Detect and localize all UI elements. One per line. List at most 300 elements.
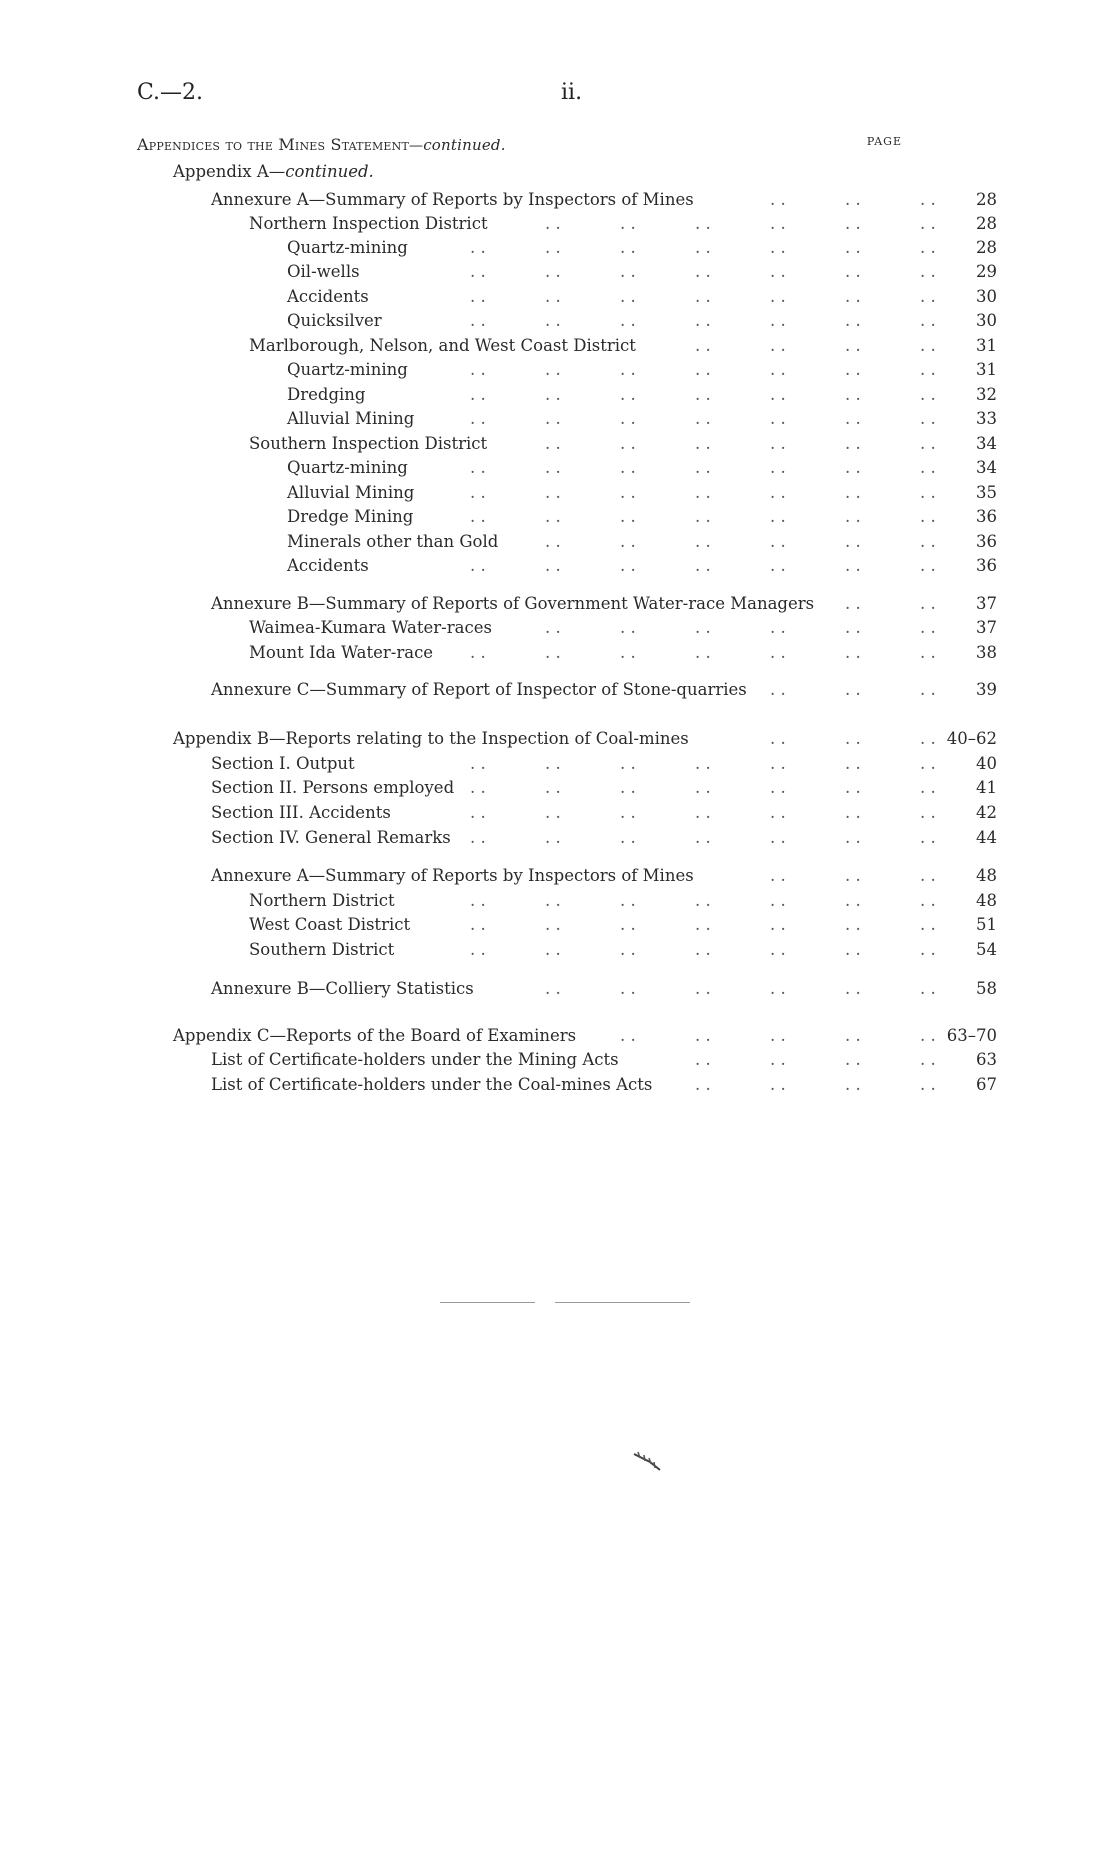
leader-dots: . . (695, 532, 711, 551)
leader-dots: . . (470, 483, 486, 502)
leader-dots: . . (920, 262, 936, 281)
toc-entry-page: 34 (976, 434, 997, 453)
heading-continued: continued. (423, 136, 506, 154)
leader-dots: . . (695, 1075, 711, 1094)
leader-dots: . . (845, 1075, 861, 1094)
toc-entry (211, 1048, 997, 1072)
toc-entry (173, 727, 997, 751)
toc-entry-label: Appendix C—Reports of the Board of Examiners (173, 1026, 577, 1045)
leader-dots: . . (695, 778, 711, 797)
toc-entry-label: Section II. Persons employed (211, 778, 455, 797)
leader-dots: . . (695, 409, 711, 428)
leader-dots: . . (545, 915, 561, 934)
toc-entry (287, 407, 997, 431)
toc-entry-page: 40–62 (946, 729, 997, 748)
leader-dots: . . (470, 915, 486, 934)
toc-entry (211, 864, 997, 888)
leader-dots: . . (920, 1075, 936, 1094)
leader-dots: . . (545, 803, 561, 822)
leader-dots: . . (770, 190, 786, 209)
leader-dots: . . (770, 238, 786, 257)
leader-dots: . . (770, 754, 786, 773)
leader-dots: . . (470, 238, 486, 257)
leader-dots: . . (770, 336, 786, 355)
toc-entry-label: Southern Inspection District (249, 434, 488, 453)
leader-dots: . . (620, 643, 636, 662)
leader-dots: . . (620, 360, 636, 379)
toc-entry-label: Section III. Accidents (211, 803, 391, 822)
toc-entry (211, 776, 997, 800)
toc-entry-label: Mount Ida Water-race (249, 643, 434, 662)
toc-entry-label: Quicksilver (287, 311, 382, 330)
toc-entry-label: Dredging (287, 385, 366, 404)
leader-dots: . . (845, 507, 861, 526)
leader-dots: . . (845, 434, 861, 453)
leader-dots: . . (695, 891, 711, 910)
toc-entry-page: 28 (976, 190, 997, 209)
leader-dots: . . (620, 311, 636, 330)
toc-entry-label: Appendix B—Reports relating to the Inspection of Coal-mines (173, 729, 689, 748)
leader-dots: . . (695, 979, 711, 998)
toc-entry-label: Dredge Mining (287, 507, 414, 526)
leader-dots: . . (845, 385, 861, 404)
toc-entry-label: Quartz-mining (287, 360, 408, 379)
toc-entry-label: Section IV. General Remarks (211, 828, 451, 847)
leader-dots: . . (770, 891, 786, 910)
leader-dots: . . (920, 214, 936, 233)
leader-dots: . . (470, 891, 486, 910)
leader-dots: . . (845, 214, 861, 233)
toc-entry-page: 36 (976, 507, 997, 526)
leader-dots: . . (470, 287, 486, 306)
leader-dots: . . (620, 385, 636, 404)
toc-entry (287, 530, 997, 554)
leader-dots: . . (545, 409, 561, 428)
leader-dots: . . (920, 618, 936, 637)
toc-entry-page: 30 (976, 311, 997, 330)
toc-entry (211, 801, 997, 825)
leader-dots: . . (470, 385, 486, 404)
toc-entry-label: Annexure B—Colliery Statistics (211, 979, 474, 998)
toc-entry-page: 63 (976, 1050, 997, 1069)
toc-entry (173, 1024, 997, 1048)
leader-dots: . . (845, 915, 861, 934)
leader-dots: . . (845, 483, 861, 502)
leader-dots: . . (470, 556, 486, 575)
leader-dots: . . (845, 594, 861, 613)
leader-dots: . . (845, 336, 861, 355)
leader-dots: . . (620, 891, 636, 910)
toc-entry (173, 160, 997, 184)
leader-dots: . . (920, 385, 936, 404)
leader-dots: . . (770, 360, 786, 379)
leader-dots: . . (695, 507, 711, 526)
toc-entry (211, 592, 997, 616)
leader-dots: . . (920, 1026, 936, 1045)
leader-dots: . . (845, 729, 861, 748)
toc-entry (287, 456, 997, 480)
leader-dots: . . (920, 891, 936, 910)
leader-dots: . . (695, 1026, 711, 1045)
leader-dots: . . (845, 190, 861, 209)
leader-dots: . . (845, 311, 861, 330)
leader-dots: . . (770, 311, 786, 330)
leader-dots: . . (620, 754, 636, 773)
leader-dots: . . (920, 483, 936, 502)
toc-entry-label: List of Certificate-holders under the Coal-mines Acts (211, 1075, 653, 1094)
leader-dots: . . (695, 287, 711, 306)
toc-entry (249, 334, 997, 358)
leader-dots: . . (620, 532, 636, 551)
leader-dots: . . (920, 680, 936, 699)
toc-entry (287, 260, 997, 284)
toc-entry-page: 28 (976, 214, 997, 233)
leader-dots: . . (620, 483, 636, 502)
toc-entry-label: Quartz-mining (287, 458, 408, 477)
leader-dots: . . (920, 940, 936, 959)
leader-dots: . . (470, 262, 486, 281)
toc-entry-label: Annexure B—Summary of Reports of Government Water-race Managers (211, 594, 815, 613)
toc-entry (287, 236, 997, 260)
toc-entry (287, 383, 997, 407)
leader-dots: . . (920, 729, 936, 748)
leader-dots: . . (920, 434, 936, 453)
leader-dots: . . (920, 190, 936, 209)
leader-dots: . . (545, 483, 561, 502)
leader-dots: . . (845, 1050, 861, 1069)
leader-dots: . . (545, 262, 561, 281)
leader-dots: . . (920, 409, 936, 428)
leader-dots: . . (695, 458, 711, 477)
leader-dots: . . (620, 618, 636, 637)
leader-dots: . . (770, 729, 786, 748)
leader-dots: . . (920, 754, 936, 773)
leader-dots: . . (470, 940, 486, 959)
toc-entry (211, 826, 997, 850)
toc-entry (287, 285, 997, 309)
leader-dots: . . (845, 556, 861, 575)
leader-dots: . . (770, 866, 786, 885)
leader-dots: . . (770, 507, 786, 526)
toc-entry-label: Northern District (249, 891, 395, 910)
leader-dots: . . (920, 915, 936, 934)
leader-dots: . . (470, 754, 486, 773)
toc-entry-page: 36 (976, 556, 997, 575)
leader-dots: . . (920, 532, 936, 551)
leader-dots: . . (695, 915, 711, 934)
toc-entry-label: West Coast District (249, 915, 411, 934)
leader-dots: . . (620, 434, 636, 453)
leader-dots: . . (545, 532, 561, 551)
leader-dots: . . (545, 940, 561, 959)
leader-dots: . . (770, 778, 786, 797)
leader-dots: . . (770, 618, 786, 637)
toc-entry-label: Northern Inspection District (249, 214, 488, 233)
leader-dots: . . (770, 940, 786, 959)
leader-dots: . . (845, 940, 861, 959)
leader-dots: . . (695, 214, 711, 233)
leader-dots: . . (920, 866, 936, 885)
leader-dots: . . (920, 803, 936, 822)
leader-dots: . . (620, 778, 636, 797)
leader-dots: . . (470, 778, 486, 797)
toc-entry-page: 67 (976, 1075, 997, 1094)
leader-dots: . . (545, 979, 561, 998)
leader-dots: . . (695, 754, 711, 773)
leader-dots: . . (470, 828, 486, 847)
leader-dots: . . (470, 360, 486, 379)
toc-entry-page: 38 (976, 643, 997, 662)
leader-dots: . . (545, 434, 561, 453)
leader-dots: . . (695, 483, 711, 502)
toc-entry (211, 1073, 997, 1097)
toc-entry-page: 28 (976, 238, 997, 257)
toc-entry-page: 37 (976, 594, 997, 613)
leader-dots: . . (620, 556, 636, 575)
toc-entry (287, 309, 997, 333)
toc-entry-label: Annexure C—Summary of Report of Inspector of Stone-quarries (211, 680, 747, 699)
leader-dots: . . (545, 287, 561, 306)
toc-entry-label: Waimea-Kumara Water-races (249, 618, 492, 637)
toc-entry-page: 41 (976, 778, 997, 797)
toc-entry-label: Section I. Output (211, 754, 355, 773)
toc-entry-page: 34 (976, 458, 997, 477)
toc-entry (211, 752, 997, 776)
leader-dots: . . (620, 238, 636, 257)
leader-dots: . . (620, 458, 636, 477)
leader-dots: . . (695, 940, 711, 959)
toc-entry-page: 31 (976, 360, 997, 379)
leader-dots: . . (770, 385, 786, 404)
toc-entry-page: 36 (976, 532, 997, 551)
leader-dots: . . (695, 828, 711, 847)
toc-entry-label: Oil-wells (287, 262, 360, 281)
toc-entry-page: 32 (976, 385, 997, 404)
leader-dots: . . (695, 238, 711, 257)
toc-entry-page: 37 (976, 618, 997, 637)
toc-entry-page: 39 (976, 680, 997, 699)
leader-dots: . . (770, 434, 786, 453)
toc-entry (249, 212, 997, 236)
leader-dots: . . (770, 214, 786, 233)
leader-dots: . . (695, 618, 711, 637)
toc-entry-page: 58 (976, 979, 997, 998)
toc-entry (249, 641, 997, 665)
leader-dots: . . (920, 979, 936, 998)
leader-dots: . . (770, 532, 786, 551)
leader-dots: . . (695, 336, 711, 355)
leader-dots: . . (545, 214, 561, 233)
leader-dots: . . (770, 1075, 786, 1094)
toc-entry-page: 44 (976, 828, 997, 847)
leader-dots: . . (770, 287, 786, 306)
leader-dots: . . (920, 778, 936, 797)
leader-dots: . . (920, 507, 936, 526)
leader-dots: . . (770, 643, 786, 662)
leader-dots: . . (770, 803, 786, 822)
leader-dots: . . (770, 979, 786, 998)
leader-dots: . . (545, 643, 561, 662)
leader-dots: . . (470, 643, 486, 662)
leader-dots: . . (845, 458, 861, 477)
leader-dots: . . (845, 754, 861, 773)
leader-dots: . . (545, 778, 561, 797)
toc-entry-page: 29 (976, 262, 997, 281)
leader-dots: . . (545, 891, 561, 910)
toc-entry-label: Annexure A—Summary of Reports by Inspectors of Mines (211, 866, 694, 885)
leader-dots: . . (770, 915, 786, 934)
leader-dots: . . (545, 238, 561, 257)
heading-title: Appendices to the Mines Statement (137, 135, 409, 154)
leader-dots: . . (920, 828, 936, 847)
toc-entry-page: 48 (976, 866, 997, 885)
leader-dots: . . (845, 828, 861, 847)
leader-dots: . . (695, 434, 711, 453)
toc-entry (249, 889, 997, 913)
ink-mark-icon (630, 1448, 664, 1474)
leader-dots: . . (620, 915, 636, 934)
leader-dots: . . (620, 979, 636, 998)
toc-entry-page: 30 (976, 287, 997, 306)
leader-dots: . . (695, 643, 711, 662)
leader-dots: . . (845, 409, 861, 428)
page-number: ii. (561, 80, 583, 105)
toc-entry-page: 33 (976, 409, 997, 428)
toc-entry-page: 40 (976, 754, 997, 773)
toc-entry (211, 188, 997, 212)
leader-dots: . . (620, 409, 636, 428)
leader-dots: . . (620, 507, 636, 526)
leader-dots: . . (920, 360, 936, 379)
leader-dots: . . (845, 532, 861, 551)
leader-dots: . . (620, 828, 636, 847)
toc-entry-page: 51 (976, 915, 997, 934)
rule-segment (555, 1302, 690, 1303)
leader-dots: . . (770, 556, 786, 575)
toc-entry-page: 54 (976, 940, 997, 959)
toc-entry (287, 554, 997, 578)
leader-dots: . . (545, 618, 561, 637)
leader-dots: . . (620, 214, 636, 233)
leader-dots: . . (845, 803, 861, 822)
leader-dots: . . (470, 507, 486, 526)
leader-dots: . . (845, 891, 861, 910)
leader-dots: . . (920, 643, 936, 662)
leader-dots: . . (920, 311, 936, 330)
toc-entry-page: 63–70 (946, 1026, 997, 1045)
leader-dots: . . (770, 1050, 786, 1069)
leader-dots: . . (545, 458, 561, 477)
toc-entry (211, 678, 997, 702)
leader-dots: . . (770, 828, 786, 847)
leader-dots: . . (545, 360, 561, 379)
leader-dots: . . (545, 556, 561, 575)
toc-entry (249, 432, 997, 456)
toc-entry (211, 977, 997, 1001)
rule-segment (440, 1302, 535, 1303)
leader-dots: . . (695, 262, 711, 281)
document-code: C.—2. (137, 80, 204, 105)
page-column-label: PAGE (866, 135, 902, 148)
leader-dots: . . (770, 262, 786, 281)
leader-dots: . . (845, 866, 861, 885)
leader-dots: . . (545, 311, 561, 330)
toc-entry-page: 48 (976, 891, 997, 910)
leader-dots: . . (845, 262, 861, 281)
toc-entry-label: Minerals other than Gold (287, 532, 499, 551)
toc-entry-page: 42 (976, 803, 997, 822)
toc-entry-label: List of Certificate-holders under the Mining Acts (211, 1050, 619, 1069)
toc-entry (249, 616, 997, 640)
leader-dots: . . (920, 1050, 936, 1069)
toc-entry-label: Southern District (249, 940, 395, 959)
toc-entry-label: Accidents (287, 556, 369, 575)
leader-dots: . . (770, 409, 786, 428)
leader-dots: . . (920, 336, 936, 355)
heading-dash: — (409, 138, 424, 154)
leader-dots: . . (545, 507, 561, 526)
leader-dots: . . (545, 754, 561, 773)
leader-dots: . . (470, 458, 486, 477)
leader-dots: . . (845, 238, 861, 257)
leader-dots: . . (620, 803, 636, 822)
leader-dots: . . (620, 262, 636, 281)
toc-entry-label: Appendix A—continued. (173, 162, 374, 181)
leader-dots: . . (845, 979, 861, 998)
leader-dots: . . (770, 1026, 786, 1045)
leader-dots: . . (695, 556, 711, 575)
toc-entry (287, 358, 997, 382)
leader-dots: . . (770, 680, 786, 699)
leader-dots: . . (920, 458, 936, 477)
leader-dots: . . (920, 238, 936, 257)
leader-dots: . . (920, 287, 936, 306)
leader-dots: . . (545, 385, 561, 404)
toc-entry-label: Alluvial Mining (287, 483, 415, 502)
leader-dots: . . (770, 483, 786, 502)
leader-dots: . . (470, 803, 486, 822)
leader-dots: . . (770, 458, 786, 477)
leader-dots: . . (620, 287, 636, 306)
toc-entry (287, 505, 997, 529)
leader-dots: . . (620, 940, 636, 959)
toc-entry-label: Accidents (287, 287, 369, 306)
leader-dots: . . (920, 594, 936, 613)
leader-dots: . . (695, 360, 711, 379)
toc-entry (249, 938, 997, 962)
leader-dots: . . (845, 618, 861, 637)
toc-entry-page: 35 (976, 483, 997, 502)
toc-entry-label: Annexure A—Summary of Reports by Inspectors of Mines (211, 190, 694, 209)
leader-dots: . . (920, 556, 936, 575)
toc-entry (249, 913, 997, 937)
leader-dots: . . (620, 1026, 636, 1045)
leader-dots: . . (695, 385, 711, 404)
leader-dots: . . (470, 409, 486, 428)
leader-dots: . . (695, 803, 711, 822)
toc-entry-label: Quartz-mining (287, 238, 408, 257)
section-heading (137, 135, 1017, 154)
toc-entry (287, 481, 997, 505)
leader-dots: . . (695, 1050, 711, 1069)
leader-dots: . . (845, 680, 861, 699)
toc-entry-label: Alluvial Mining (287, 409, 415, 428)
toc-entry-label: Marlborough, Nelson, and West Coast District (249, 336, 636, 355)
toc-entry-italic: continued. (285, 162, 374, 181)
leader-dots: . . (845, 360, 861, 379)
toc-entry-page: 31 (976, 336, 997, 355)
leader-dots: . . (470, 311, 486, 330)
